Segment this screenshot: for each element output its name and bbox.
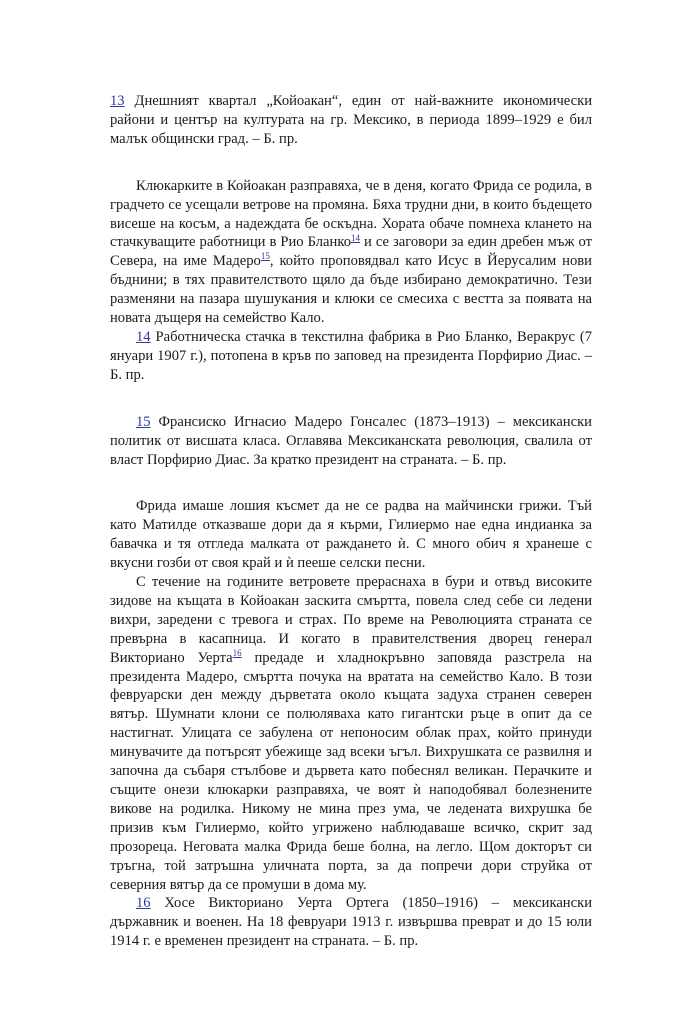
paragraph-2: Фрида имаше лошия късмет да не се радва на майчински грижи. Тъй като Матилде отказваше дори да я кърми, Гилиермо нае една индианка за бавачка и тя отгледа малката от раждането ѝ. С много обич я хранеше с вкусни гозби от своя край и ѝ пееше селски песни. (110, 498, 592, 572)
footnote-15-link[interactable]: 15 (136, 413, 151, 430)
footnote-16-text: Хосе Викториано Уерта Ортега (1850–1916) – мексикански държавник и военен. На 18 февруари 1913 г. извършва преврат и до 15 юли 1914 г. е временен президент на страната. – Б. пр. (110, 895, 592, 950)
footnote-13-text: Днешният квартал „Койоакан“, един от най-важните икономически райони и център на културата на гр. Мексико, в периода 1899–1929 е бил малък общински град. – Б. пр. (110, 93, 593, 147)
footnote-ref-14[interactable]: 14 (351, 232, 360, 243)
footnote-16-link[interactable]: 16 (136, 895, 151, 912)
footnote-14-link[interactable]: 14 (136, 328, 151, 345)
paragraph-3-text-b: предаде и хладнокръвно заповяда разстрела на президента Мадеро, смъртта почука на вратата на семейство Кало. В този февруарски ден между дърветата около къщата задуха странен северен вятър. Шумнати клони се полюляваха като гигантски ръце в опит да се настигнат. Улицата се забулена от непоносим облак прах, който принуди минувачите да потърсят убежище зад всеки ъгъл. Вихрушката се развилня и започна да събаря стълбове и дървета като побеснял великан. Перачките и същите онези клюкарки разправяха, че воят ѝ наподобявал болезнените викове на родилка. Никому не мина през ума, че ледената вихрушка бе призив към Гилиермо, който угрижено наблюдаваше всичко, скрит зад прозореца. Неговата малка Фрида беше болна, на легло. Щом докторът си тръгна, той затръшна уличната порта, за да попречи дори струйка от северния вятър да се промуши в дома му. (110, 649, 592, 893)
footnote-15-text: Франсиско Игнасио Мадеро Гонсалес (1873–1913) – мексикански политик от висшата класа. Оглавява Мексиканската революция, свалила от власт Порфирио Диас. За кратко президент на страната. – Б. пр. (110, 413, 592, 468)
footnote-ref-16[interactable]: 16 (232, 647, 242, 658)
footnote-14 (110, 328, 592, 385)
paragraph-1-text-b: и се заговори за един дребен мъж от Севера, на име Мадеро (110, 234, 592, 270)
footnote-14-text: Работническа стачка в текстилна фабрика в Рио Бланко, Веракрус (7 януари 1907 г.), потопена в кръв по заповед на президента Порфирио Диас. – Б. пр. (110, 328, 592, 383)
paragraph-3 (110, 573, 592, 894)
paragraph-1-text-c: , който проповядвал като Исус в Йерусалим нови бъднини; в тях правителството щяло да бъде избирано демократично. Тези разменяни на пазара шушукания и клюки се смесиха с вестта за появата на новата дъщеря на семейство Кало. (110, 253, 592, 327)
footnote-13-link[interactable]: 13 (110, 93, 125, 109)
paragraph-1 (110, 177, 592, 328)
footnote-16 (110, 894, 592, 951)
paragraph-3-text-a: С течение на годините ветровете прераснаха в бури и отвъд високите зидове на къщата в Койоакан заскита смъртта, повела след себе си ледени вихри, заредени с тревога и страх. По време на Революцията страната се превърна в касапница. И когато в правителствения дворец генерал Викториано Уерта (110, 574, 592, 666)
document-page (110, 92, 592, 951)
footnote-13 (110, 92, 592, 149)
footnote-15 (110, 413, 592, 470)
footnote-ref-15[interactable]: 15 (260, 251, 270, 262)
paragraph-1-text-a: Клюкарките в Койоакан разправяха, че в деня, когато Фрида се родила, в градчето се усещали ветрове на промяна. Бяха трудни дни, в които бъдещето висеше на косъм, а надеждата бе оскъдна. Хората обаче помнеха клането на стачкуващите работници в Рио Бланко (110, 177, 592, 251)
